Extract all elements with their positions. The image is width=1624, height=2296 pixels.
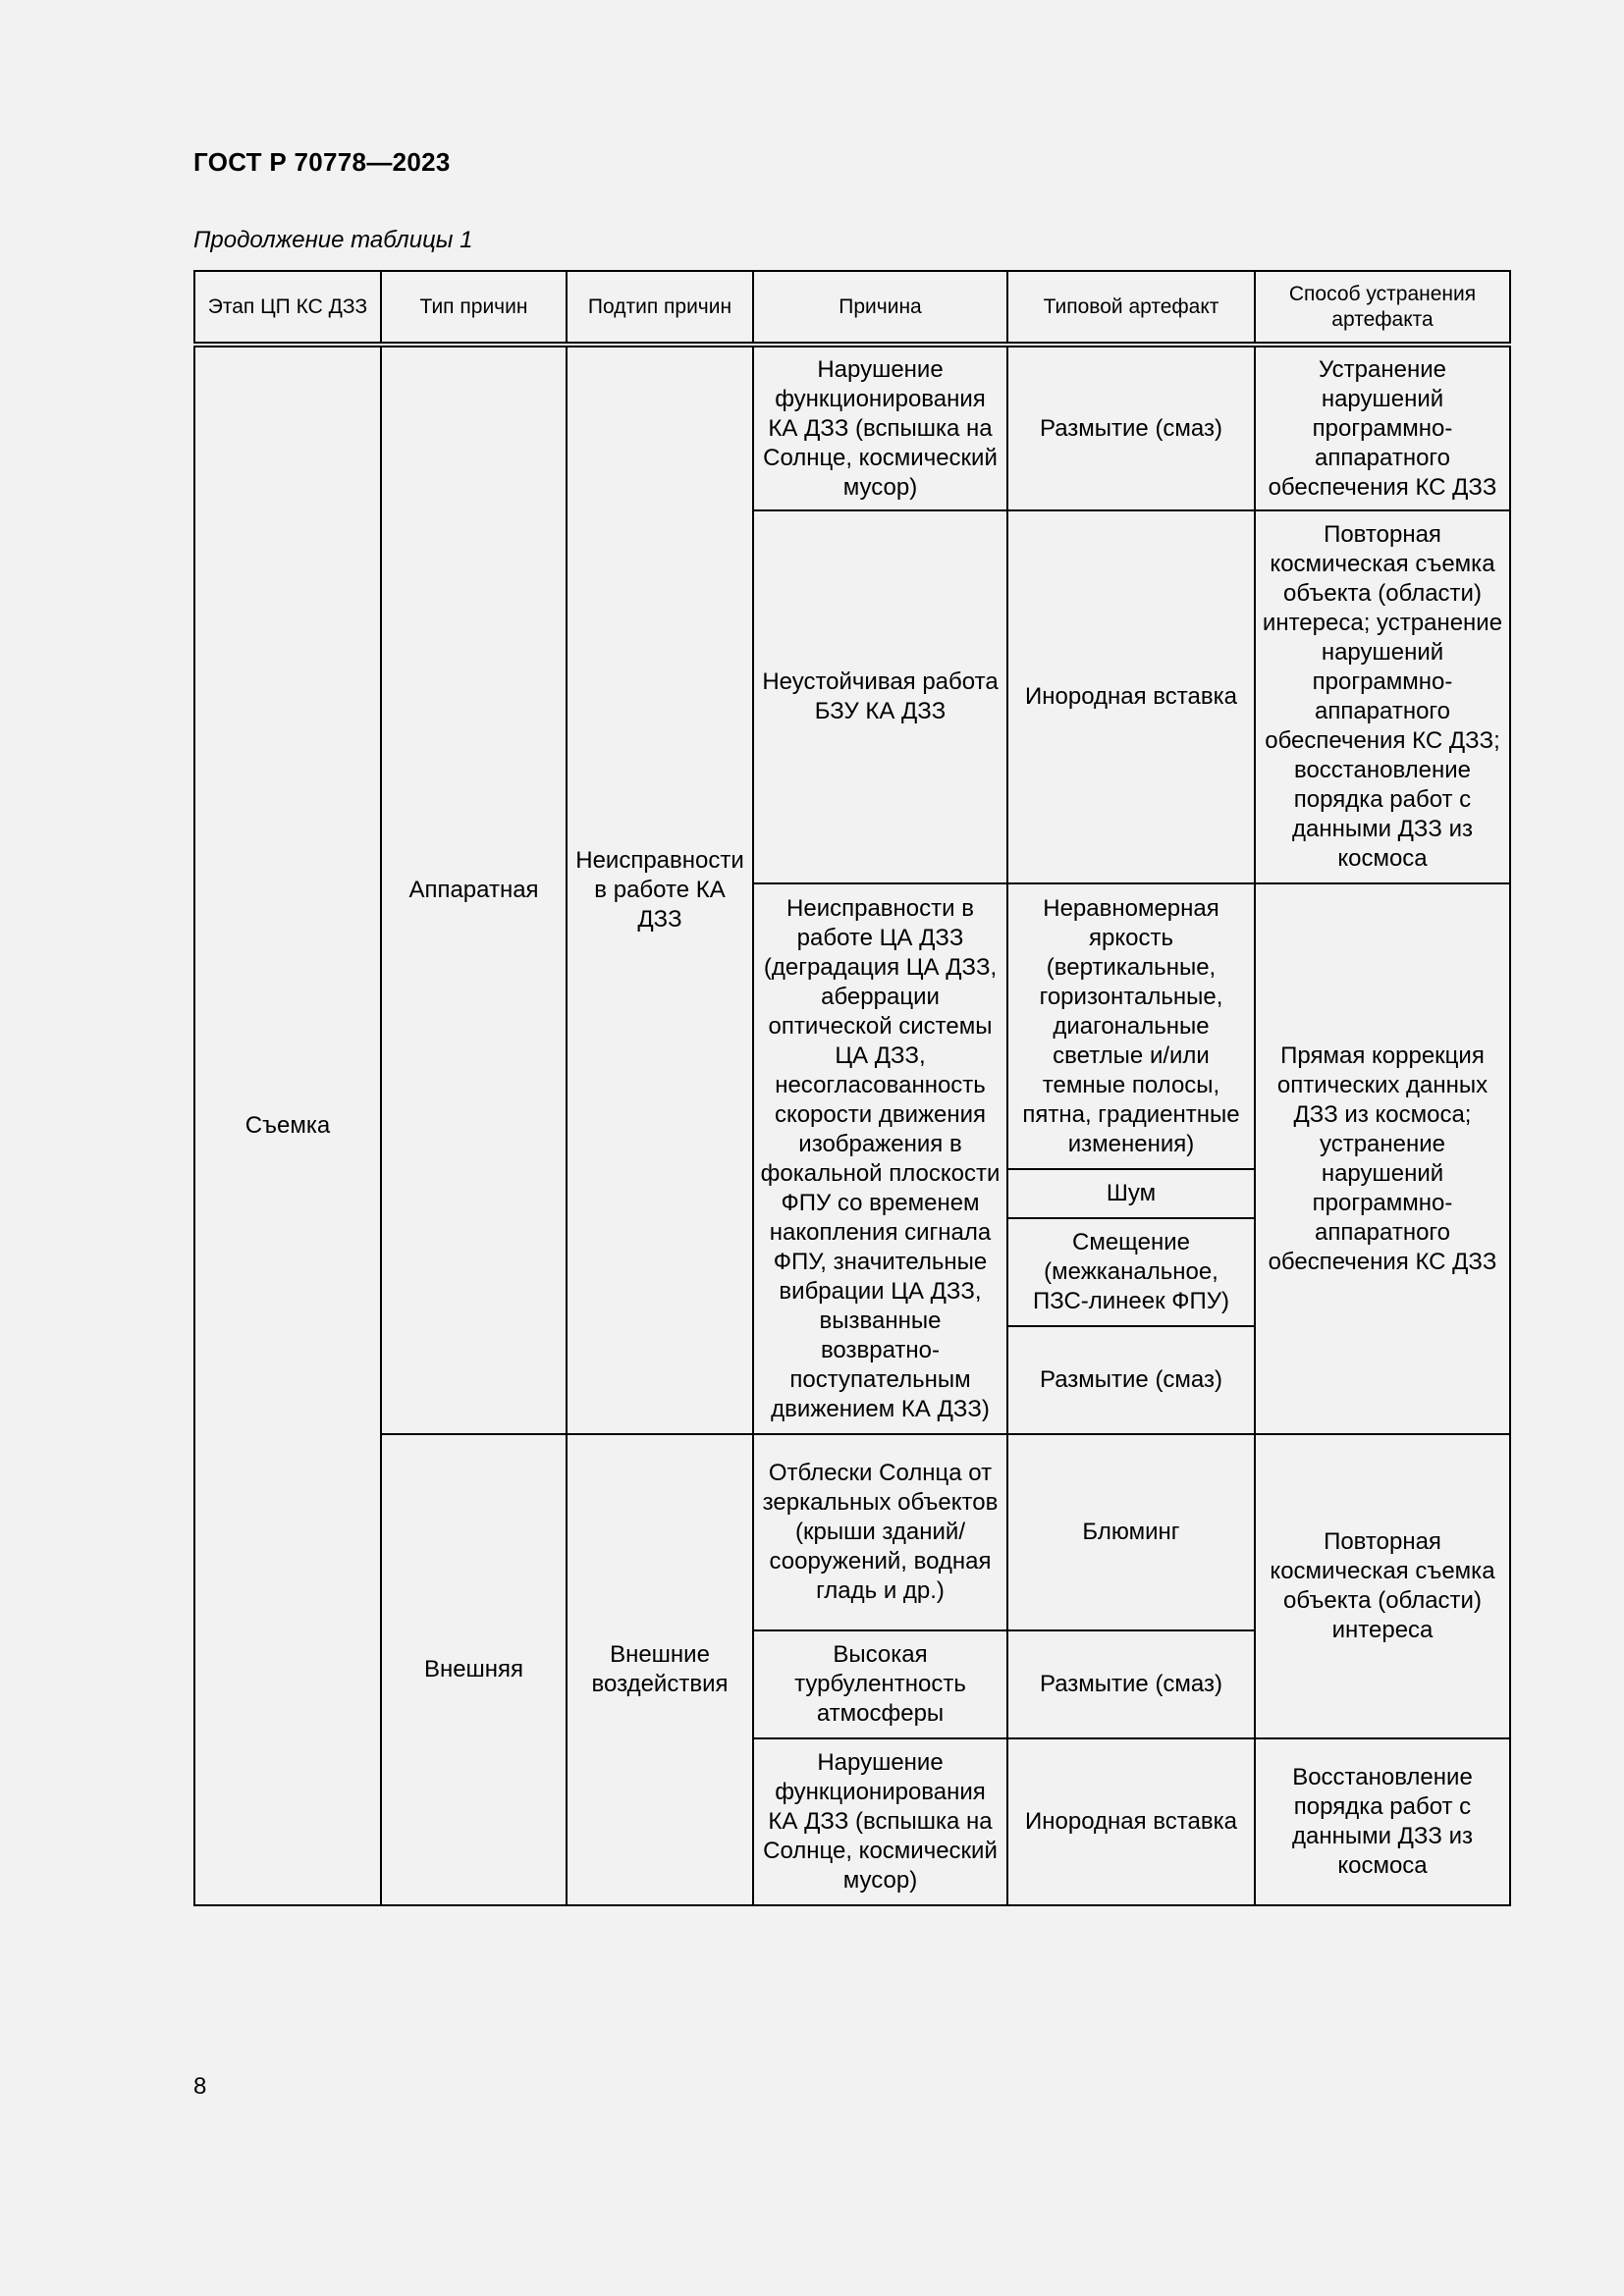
artifact-cell: Размытие (смаз) — [1007, 1326, 1255, 1434]
artifact-cell: Инородная вставка — [1007, 1738, 1255, 1905]
header-cause: Причина — [753, 271, 1007, 345]
table-header-row — [194, 271, 1510, 345]
cause-subtype-cell: Неисправности в работе КА ДЗЗ — [567, 345, 753, 1434]
cause-cell: Нарушение функционирования КА ДЗЗ (вспышка на Солнце, космический мусор) — [753, 1738, 1007, 1905]
cause-cell: Неисправности в работе ЦА ДЗЗ (деградация ЦА ДЗЗ, аберрации оптической системы ЦА ДЗЗ, несогласованность скорости движения изображения в фокальной плоскости ФПУ со временем накопления сигнала ФПУ, значительные вибрации ЦА ДЗЗ, вызванные возвратно-поступательным движением КА ДЗЗ) — [753, 883, 1007, 1434]
artifact-cell: Блюминг — [1007, 1434, 1255, 1630]
cause-type-cell: Аппаратная — [381, 345, 567, 1434]
remedy-cell: Устранение нарушений программно-аппаратного обеспечения КС ДЗЗ — [1255, 345, 1510, 510]
main-table — [193, 270, 1511, 1906]
header-cause-subtype: Подтип причин — [567, 271, 753, 345]
table-row — [194, 1434, 1510, 1630]
cause-type-cell: Внешняя — [381, 1434, 567, 1905]
table-continuation-caption: Продолжение таблицы 1 — [193, 227, 473, 253]
header-cause-type: Тип причин — [381, 271, 567, 345]
header-stage: Этап ЦП КС ДЗЗ — [194, 271, 381, 345]
cause-cell: Нарушение функционирования КА ДЗЗ (вспышка на Солнце, космический мусор) — [753, 345, 1007, 510]
artifact-cell: Размытие (смаз) — [1007, 1630, 1255, 1738]
cause-cell: Неустойчивая работа БЗУ КА ДЗЗ — [753, 510, 1007, 883]
remedy-cell: Восстановление порядка работ с данными ДЗЗ из космоса — [1255, 1738, 1510, 1905]
cause-cell: Отблески Солнца от зеркальных объектов (крыши зданий/сооружений, водная гладь и др.) — [753, 1434, 1007, 1630]
artifact-cell: Смещение (межканальное, ПЗС-линеек ФПУ) — [1007, 1218, 1255, 1326]
remedy-cell: Повторная космическая съемка объекта (области) интереса; устранение нарушений программно-аппаратного обеспечения КС ДЗЗ; восстановление порядка работ с данными ДЗЗ из космоса — [1255, 510, 1510, 883]
page-number: 8 — [193, 2073, 207, 2100]
document-title: ГОСТ Р 70778—2023 — [193, 147, 451, 177]
header-artifact: Типовой артефакт — [1007, 271, 1255, 345]
table-row — [194, 345, 1510, 510]
artifact-cell: Инородная вставка — [1007, 510, 1255, 883]
remedy-cell: Прямая коррекция оптических данных ДЗЗ из космоса; устранение нарушений программно-аппаратного обеспечения КС ДЗЗ — [1255, 883, 1510, 1434]
artifact-cell: Неравномерная яркость (вертикальные, горизонтальные, диагональные светлые и/или темные полосы, пятна, градиентные изменения) — [1007, 883, 1255, 1169]
cause-subtype-cell: Внешние воздействия — [567, 1434, 753, 1905]
artifact-cell: Размытие (смаз) — [1007, 345, 1255, 510]
header-remedy: Способ устранения артефакта — [1255, 271, 1510, 345]
cause-cell: Высокая турбулентность атмосферы — [753, 1630, 1007, 1738]
artifact-cell: Шум — [1007, 1169, 1255, 1218]
stage-cell: Съемка — [194, 345, 381, 1905]
remedy-cell: Повторная космическая съемка объекта (области) интереса — [1255, 1434, 1510, 1738]
